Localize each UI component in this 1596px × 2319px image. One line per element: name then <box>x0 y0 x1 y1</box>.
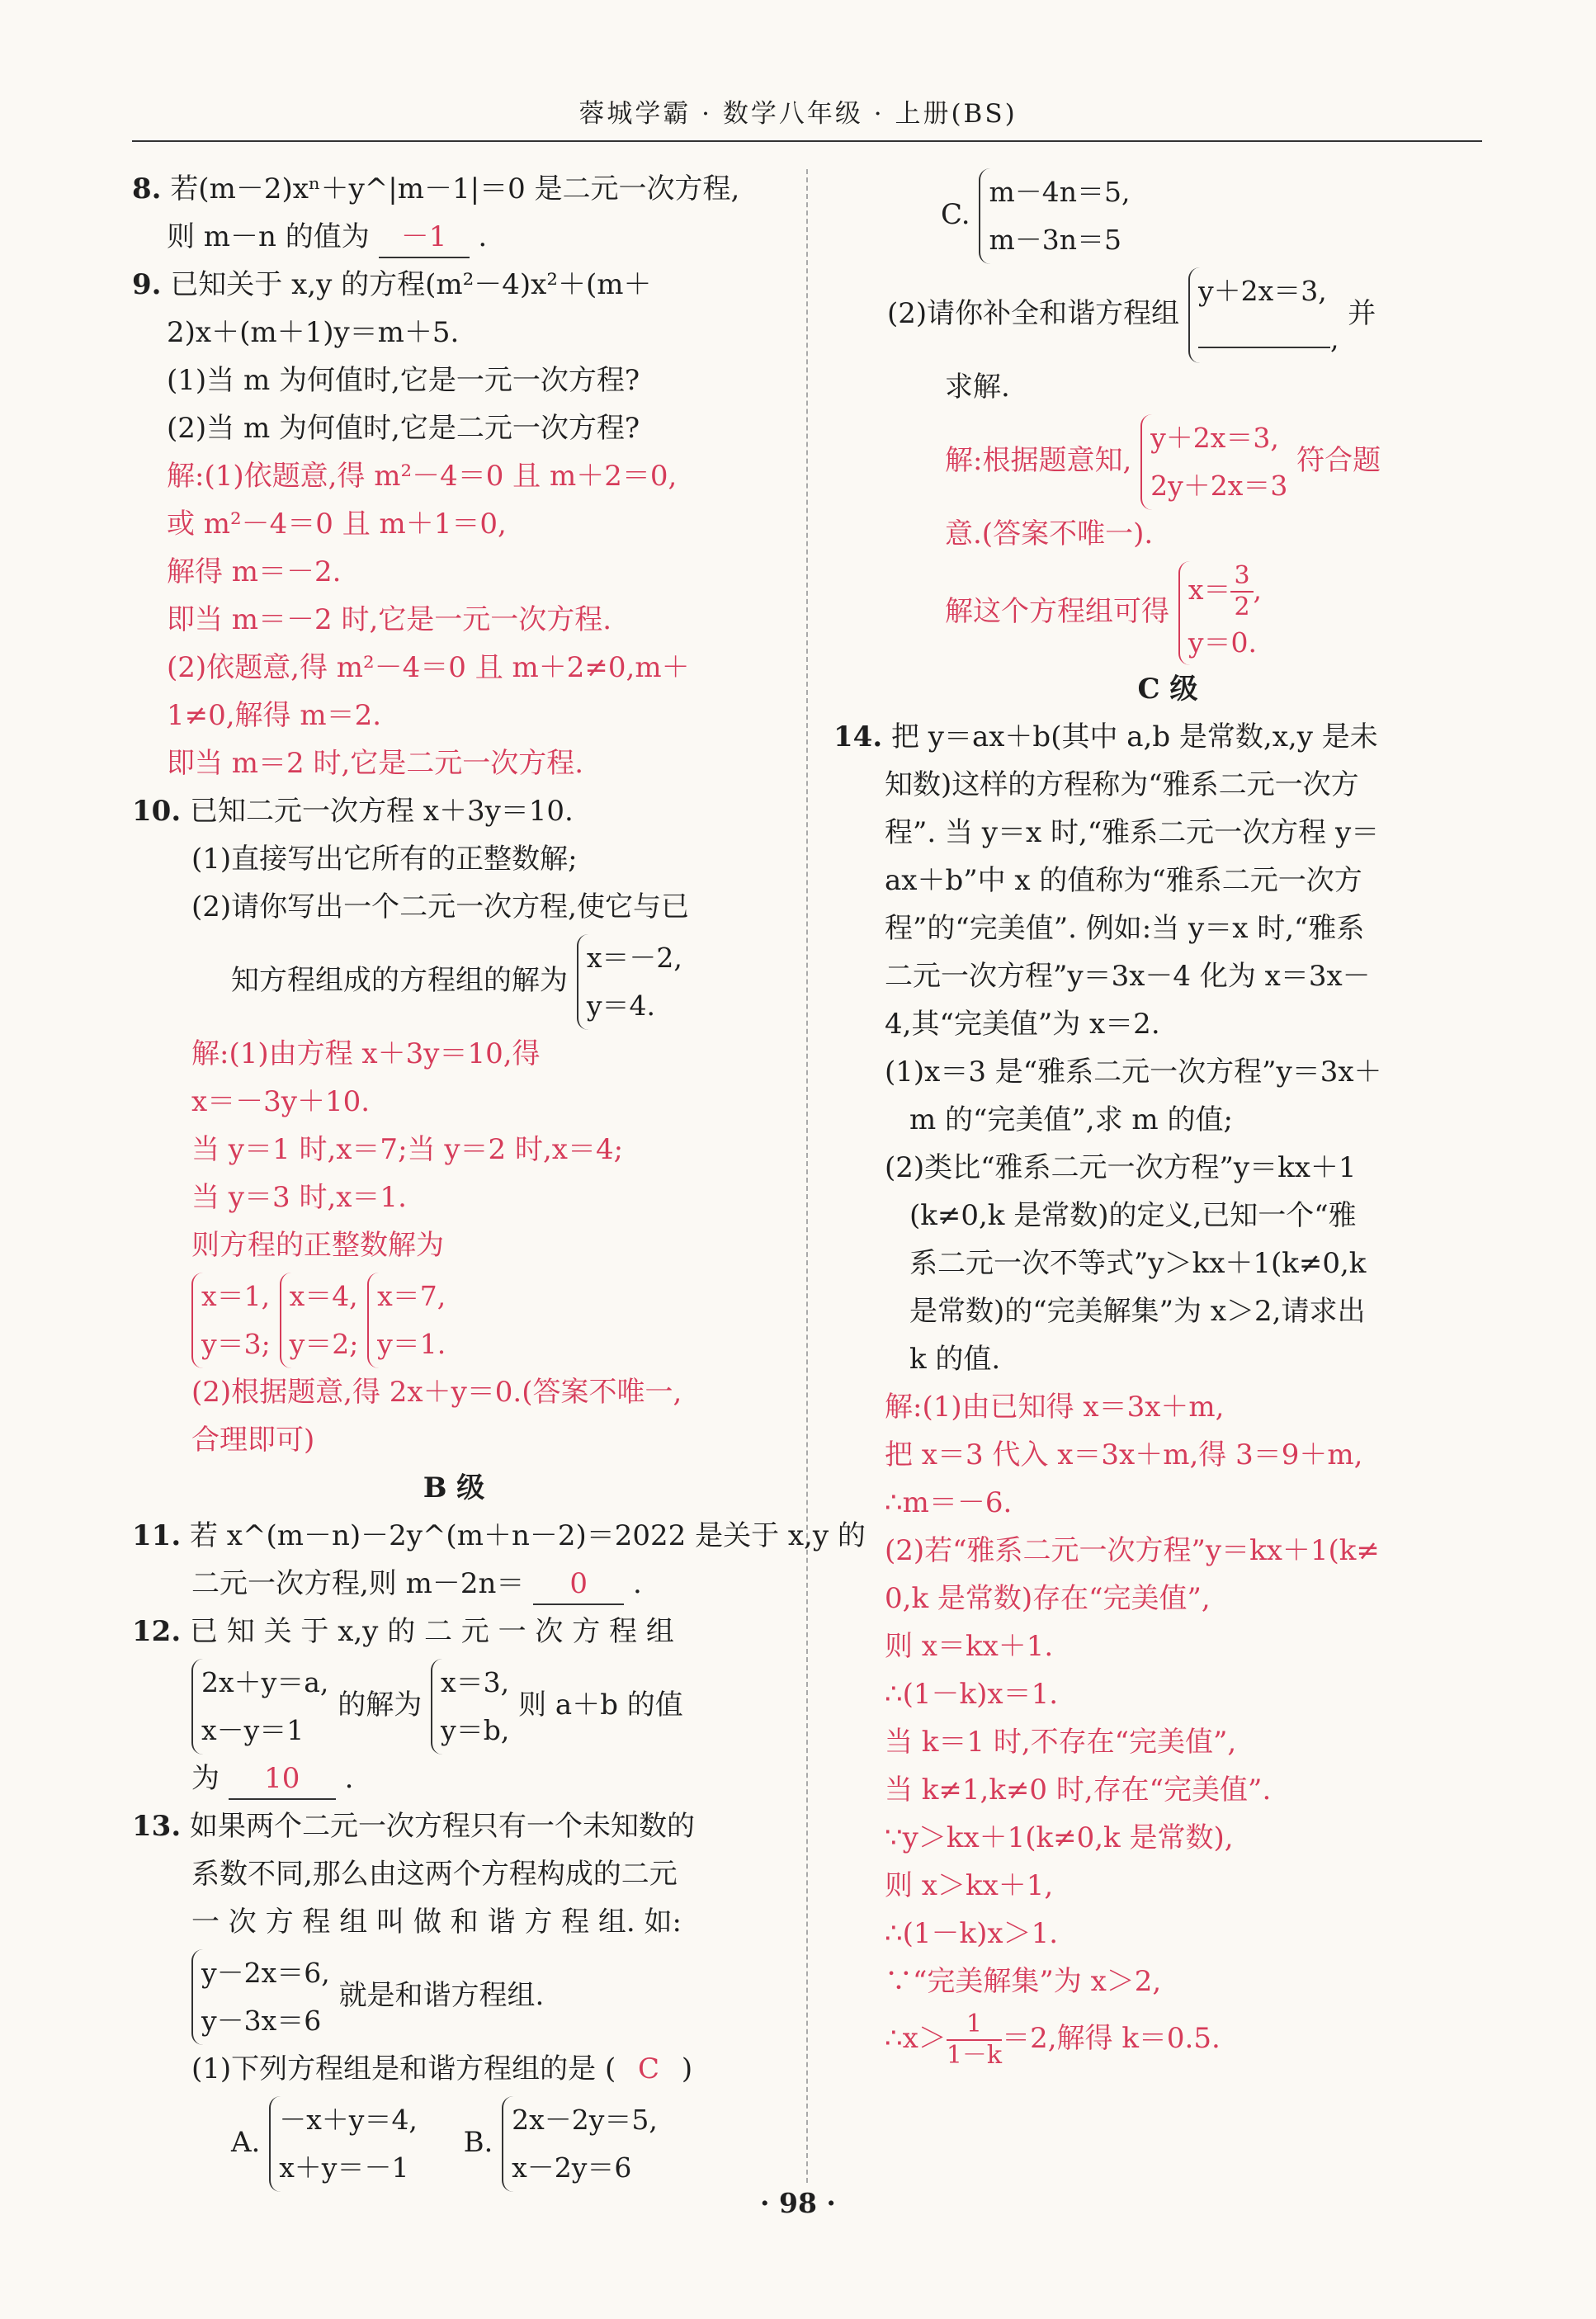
q10-part1: (1)直接写出它所有的正整数解; <box>191 843 578 876</box>
q10-solution-brace: x＝1, y＝3; <box>191 1273 271 1368</box>
q13-result-brace: x＝ $\frac{3}{2}$ , y＝0. <box>1178 561 1262 665</box>
page-number: · 98 · <box>760 2187 836 2219</box>
q14-part2: k 的值. <box>909 1343 1001 1376</box>
q9-solution-line: 即当 m＝－2 时,它是一元一次方程. <box>167 603 612 636</box>
left-column <box>132 165 866 2192</box>
q9-part2: (2)当 m 为何值时,它是二元一次方程? <box>167 412 640 445</box>
q9-solution-line: (2)依题意,得 m²－4＝0 且 m＋2≠0,m＋ <box>167 651 690 684</box>
q13-part1-answer: C <box>638 2052 660 2085</box>
q13-line1: 13. 如果两个二元一次方程只有一个未知数的 <box>132 1810 695 1843</box>
q14-part2: (k≠0,k 是常数)的定义,已知一个“雅 <box>909 1199 1357 1232</box>
q14-solution-line: ∴(1－k)x＝1. <box>885 1678 1059 1711</box>
q14-line: 程”. 当 y＝x 时,“雅系二元一次方程 y＝ <box>885 816 1380 849</box>
q10-line1: 10. 已知二元一次方程 x＋3y＝10. <box>132 795 574 828</box>
q13-part2: (2)请你补全和谐方程组 y＋2x＝3, , 并 <box>850 264 1485 363</box>
q13-option-b-brace: 2x－2y＝5, x－2y＝6 <box>502 2096 658 2192</box>
q10-solution-line: (2)根据题意,得 2x＋y＝0.(答案不唯一, <box>191 1376 682 1409</box>
q14-line: 知数)这样的方程称为“雅系二元一次方 <box>885 768 1359 801</box>
q13-part2-blank <box>1198 347 1330 348</box>
q9-solution-line: 或 m²－4＝0 且 m＋1＝0, <box>167 508 507 541</box>
q9-solution-line: 即当 m＝2 时,它是二元一次方程. <box>167 747 584 780</box>
q14-solution-last: ∴x＞ $\frac{1}{1-k}$ ＝2,解得 k＝0.5. <box>885 2010 1221 2070</box>
q14-line: ax＋b”中 x 的值称为“雅系二元一次方 <box>885 864 1362 897</box>
q10-system-brace: x＝－2, y＝4. <box>577 934 682 1030</box>
q12-system-brace: 2x＋y＝a, x－y＝1 <box>191 1659 328 1755</box>
q8-line2: 则 m－n 的值为 －1 . <box>132 213 776 261</box>
q14-solution-line: ∴(1－k)x＞1. <box>885 1917 1059 1950</box>
q14-solution-line: ∵y＞kx＋1(k≠0,k 是常数), <box>885 1821 1234 1854</box>
q13-solution-brace: y＋2x＝3, 2y＋2x＝3 <box>1140 414 1287 510</box>
q14-line: 二元一次方程”y＝3x－4 化为 x＝3x－ <box>885 960 1371 993</box>
q10-part2b: 知方程组成的方程组的解为 x＝－2, y＝4. <box>132 931 776 1030</box>
q9-part1: (1)当 m 为何值时,它是一元一次方程? <box>167 364 640 397</box>
q14-part1: m 的“完美值”,求 m 的值; <box>909 1103 1233 1136</box>
q13-solution-line: 解:根据题意知, y＋2x＝3, 2y＋2x＝3 符合题 <box>850 411 1485 510</box>
fraction: $\frac{1}{1-k}$ <box>946 2010 1003 2070</box>
q9-solution-line: 1≠0,解得 m＝2. <box>167 699 382 732</box>
q14-solution-line: 则 x＝kx＋1. <box>885 1630 1054 1663</box>
q9-solution-line: 解得 m＝－2. <box>167 555 342 588</box>
q12-line1: 12. 已 知 关 于 x,y 的 二 元 一 次 方 程 组 <box>132 1615 674 1648</box>
q14-solution-line: (2)若“雅系二元一次方程”y＝kx＋1(k≠ <box>885 1534 1380 1567</box>
q14-solution-line: ∵“完美解集”为 x＞2, <box>885 1965 1162 1998</box>
q8-answer-blank: －1 <box>379 217 470 258</box>
q11-line2: 二元一次方程,则 m－2n＝ 0 . <box>132 1560 776 1608</box>
q9-line2: 2)x＋(m＋1)y＝m＋5. <box>167 316 460 349</box>
q14-solution-line: ∴m＝－6. <box>885 1486 1013 1519</box>
q13-example: y－2x＝6, y－3x＝6 就是和谐方程组. <box>132 1946 776 2045</box>
q14-solution-line: 当 k≠1,k≠0 时,存在“完美值”. <box>885 1773 1272 1807</box>
level-c-heading: C 级 <box>1137 673 1198 706</box>
q13-example-brace: y－2x＝6, y－3x＝6 <box>191 1949 330 2045</box>
q14-part1: (1)x＝3 是“雅系二元一次方程”y＝3x＋ <box>885 1056 1382 1089</box>
q14-solution-line: 解:(1)由已知得 x＝3x＋m, <box>885 1391 1225 1424</box>
q10-solution-line: 当 y＝3 时,x＝1. <box>191 1181 407 1214</box>
q12-solution-brace: x＝3, y＝b, <box>431 1659 509 1755</box>
q14-solution-line: 把 x＝3 代入 x＝3x＋m,得 3＝9＋m, <box>885 1438 1363 1471</box>
q14-line: 程”的“完美值”. 例如:当 y＝x 时,“雅系 <box>885 912 1365 945</box>
q10-integer-solutions <box>132 1269 776 1368</box>
q9-solution-line: 解:(1)依题意,得 m²－4＝0 且 m＋2＝0, <box>167 460 678 493</box>
q13-option-c-brace: m－4n＝5, m－3n＝5 <box>979 168 1130 264</box>
q10-part2: (2)请你写出一个二元一次方程,使它与已 <box>191 890 689 923</box>
q14-line: 14. 把 y＝ax＋b(其中 a,b 是常数,x,y 是未 <box>833 720 1378 753</box>
q14-solution-line: 当 k＝1 时,不存在“完美值”, <box>885 1726 1237 1759</box>
q13-options-ab: A. －x＋y＝4, x＋y＝－1 B. 2x－2y＝5, x－2y＝6 <box>132 2093 776 2192</box>
q14-part2: 是常数)的“完美解集”为 x＞2,请求出 <box>909 1295 1366 1328</box>
q13-solution-result: 解这个方程组可得 x＝ $\frac{3}{2}$ , y＝0. <box>850 558 1485 665</box>
q13-part2-line2: 求解. <box>945 371 1010 404</box>
q10-solution-brace: x＝4, y＝2; <box>280 1273 359 1368</box>
q10-solution-line: 则方程的正整数解为 <box>191 1229 444 1262</box>
q11-line1: 11. 若 x^(m－n)－2y^(m＋n－2)＝2022 是关于 x,y 的 <box>132 1519 866 1552</box>
q10-solution-line: 当 y＝1 时,x＝7;当 y＝2 时,x＝4; <box>191 1133 624 1166</box>
fraction: $\frac{3}{2}$ <box>1230 561 1253 622</box>
q13-part2-brace: y＋2x＝3, , <box>1188 267 1339 363</box>
q14-solution-line: 则 x＞kx＋1, <box>885 1869 1054 1902</box>
right-column <box>833 165 1485 2071</box>
q14-part2: 系二元一次不等式”y＞kx＋1(k≠0,k <box>909 1247 1367 1280</box>
q14-solution-line: 0,k 是常数)存在“完美值”, <box>885 1582 1211 1615</box>
q14-part2: (2)类比“雅系二元一次方程”y＝kx＋1 <box>885 1151 1357 1184</box>
page-header: 蓉城学霸 · 数学八年级 · 上册(BS) <box>578 99 1018 129</box>
q13-line2: 系数不同,那么由这两个方程构成的二元 <box>191 1858 678 1891</box>
q11-answer-blank: 0 <box>533 1564 624 1605</box>
q13-part1: (1)下列方程组是和谐方程组的是 ( C ) <box>191 2052 693 2085</box>
q13-option-a-brace: －x＋y＝4, x＋y＝－1 <box>269 2096 418 2192</box>
q9-line1: 9. 已知关于 x,y 的方程(m²－4)x²＋(m＋ <box>132 268 652 301</box>
q8-line1: 8. 若(m－2)xⁿ＋y^|m－1|＝0 是二元一次方程, <box>132 172 740 205</box>
q12-line3: 为 10 . <box>132 1755 776 1802</box>
q10-solution-brace: x＝7, y＝1. <box>367 1273 446 1368</box>
q12-answer-blank: 10 <box>229 1759 336 1800</box>
header-rule <box>132 140 1482 142</box>
q10-solution-line: 合理即可) <box>191 1424 315 1457</box>
q13-solution-line: 意.(答案不唯一). <box>945 517 1154 550</box>
column-divider <box>806 169 808 2183</box>
q12-line2: 2x＋y＝a, x－y＝1 的解为 x＝3, y＝b, 则 a＋b 的值 <box>132 1655 776 1755</box>
q14-line: 4,其“完美值”为 x＝2. <box>885 1008 1160 1041</box>
level-b-heading: B 级 <box>423 1471 485 1504</box>
q10-solution-line: x＝－3y＋10. <box>191 1085 371 1118</box>
q10-solution-line: 解:(1)由方程 x＋3y＝10,得 <box>191 1037 541 1070</box>
q13-option-c: C. m－4n＝5, m－3n＝5 <box>850 165 1485 264</box>
q13-line3: 一 次 方 程 组 叫 做 和 谐 方 程 组. 如: <box>191 1906 682 1939</box>
